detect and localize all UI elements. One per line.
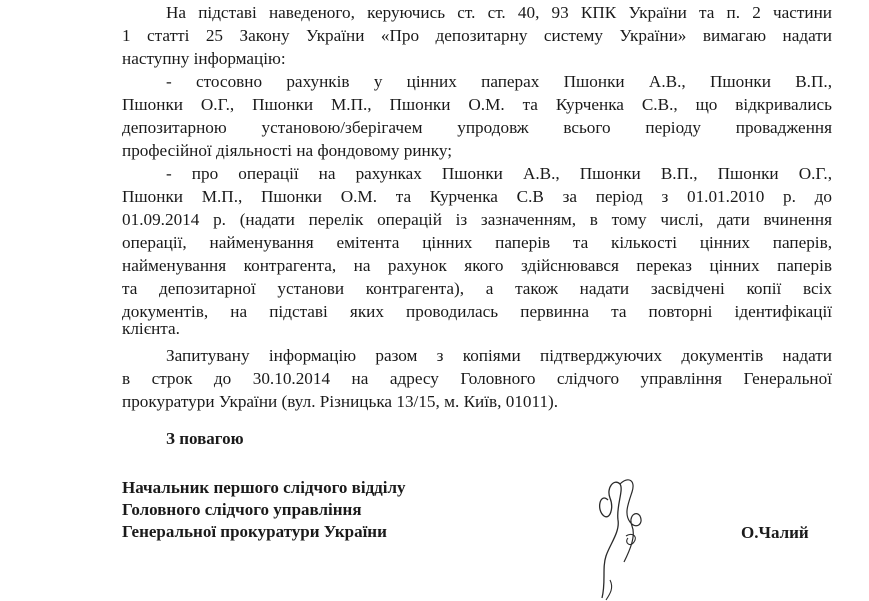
list-item-line: - стосовно рахунків у цінних паперах Пшонки А.В., Пшонки В.П.,: [166, 72, 832, 91]
handwritten-signature: [580, 470, 670, 601]
paragraph-line: На підставі наведеного, керуючись ст. ст. 40, 93 КПК України та п. 2 частини: [166, 3, 832, 22]
paragraph-line: наступну інформацію:: [122, 49, 286, 68]
list-item-line: та депозитарної установи контрагента), а також надати засвідчені копії всіх: [122, 279, 832, 298]
list-item-line: професійної діяльності на фондовому ринку;: [122, 141, 452, 160]
list-item-line: Пшонки М.П., Пшонки О.М. та Курченка С.В за період з 01.01.2010 р. до: [122, 187, 832, 206]
paragraph-line: в строк до 30.10.2014 на адресу Головного слідчого управління Генеральної: [122, 369, 832, 388]
paragraph-line: 1 статті 25 Закону України «Про депозитарну систему України» вимагаю надати: [122, 26, 832, 45]
list-item-line: - про операції на рахунках Пшонки А.В., Пшонки В.П., Пшонки О.Г.,: [166, 164, 832, 183]
signer-title-line: Генеральної прокуратури України: [122, 522, 387, 541]
list-item-line: операції, найменування емітента цінних паперів та кількості цінних паперів,: [122, 233, 832, 252]
signer-name: О.Чалий: [741, 523, 809, 542]
list-item-line: найменування контрагента, на рахунок якого здійснювався переказ цінних паперів: [122, 256, 832, 275]
list-item-line: 01.09.2014 р. (надати перелік операцій із зазначенням, в тому числі, дати вчинення: [122, 210, 832, 229]
signer-title-line: Начальник першого слідчого відділу: [122, 478, 406, 497]
list-item-line: документів, на підставі яких проводилась первинна та повторні ідентифікації: [122, 302, 832, 321]
list-item-line: депозитарною установою/зберігачем упродовж всього періоду провадження: [122, 118, 832, 137]
paragraph-line: Запитувану інформацію разом з копіями підтверджуючих документів надати: [166, 346, 832, 365]
list-item-line: клієнта.: [122, 319, 180, 338]
list-item-line: Пшонки О.Г., Пшонки М.П., Пшонки О.М. та Курченка С.В., що відкривались: [122, 95, 832, 114]
closing-greeting: З повагою: [166, 429, 244, 448]
paragraph-line: прокуратури України (вул. Різницька 13/15, м. Київ, 01011).: [122, 392, 559, 411]
signer-title-line: Головного слідчого управління: [122, 500, 362, 519]
